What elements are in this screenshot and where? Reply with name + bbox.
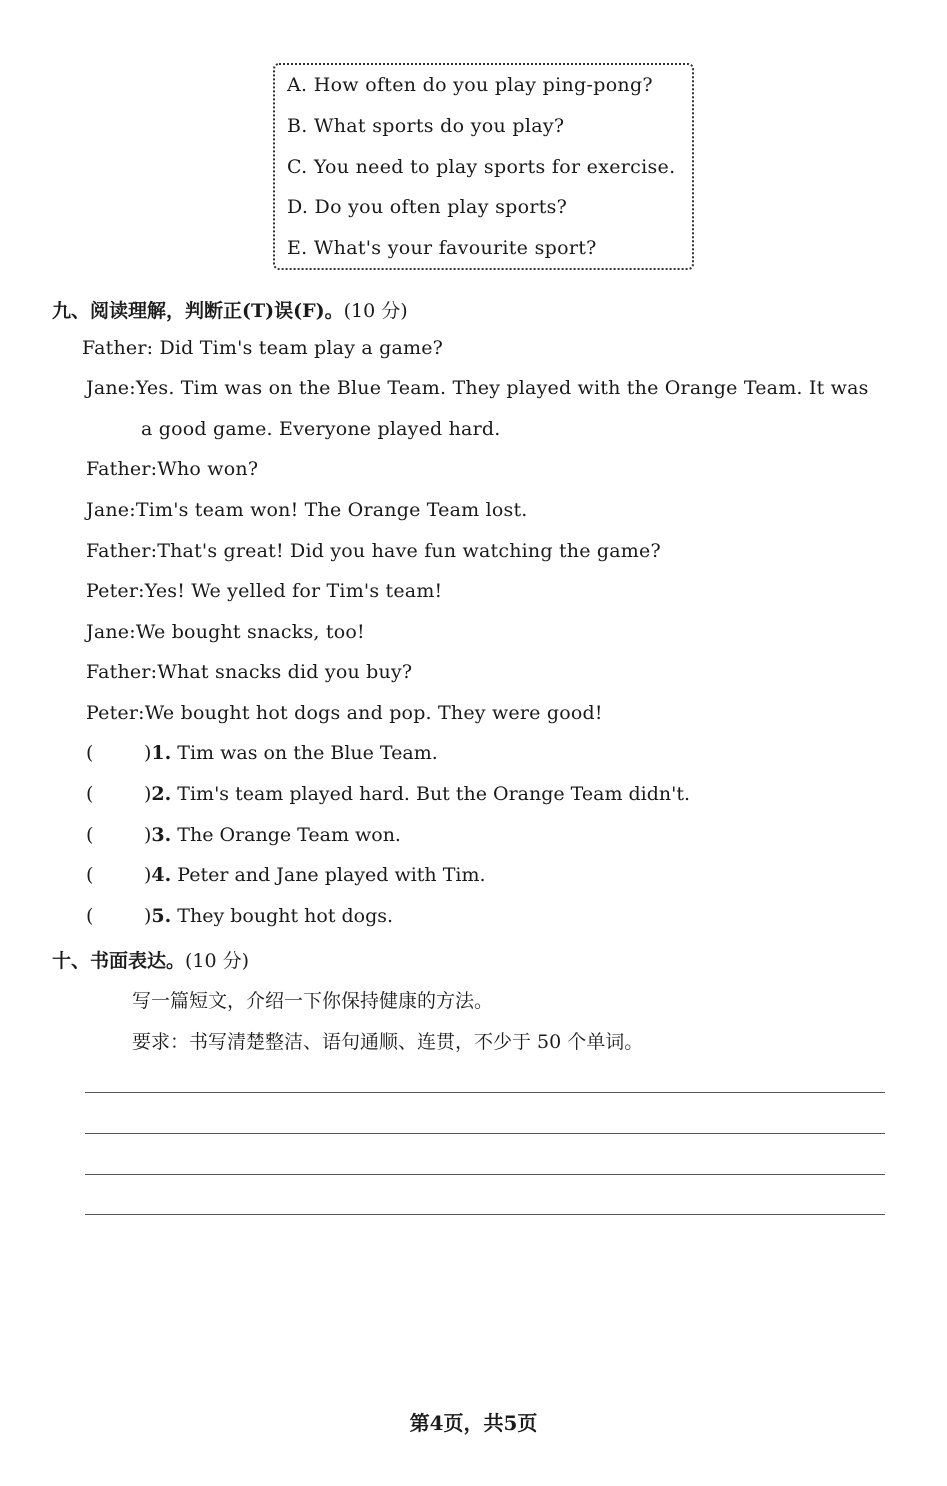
section9-title: 九、阅读理解，判断正(T)误(F)。 — [52, 300, 344, 322]
question-text: They bought hot dogs. — [171, 905, 394, 927]
dialogue-text: Yes! We yelled for Tim's team! — [144, 580, 443, 602]
question-text: Tim's team played hard. But the Orange Team didn't. — [171, 783, 691, 805]
dialogue-line — [86, 661, 412, 683]
dialogue-speaker: Jane: — [86, 621, 136, 643]
option-e: E. What's your favourite sport? — [287, 237, 597, 259]
question-number: 5. — [151, 905, 172, 927]
dialogue-speaker: Peter: — [86, 580, 145, 602]
question-number: 3. — [151, 824, 172, 846]
writing-line[interactable] — [85, 1092, 885, 1093]
answer-blank-close: ) — [144, 742, 152, 764]
dialogue-text: Who won? — [157, 458, 259, 480]
answer-blank-close: ) — [144, 905, 152, 927]
dialogue-line — [86, 580, 442, 602]
option-d: D. Do you often play sports? — [287, 196, 568, 218]
dialogue-line — [82, 337, 443, 359]
section10-heading — [52, 946, 249, 973]
dialogue-speaker: Father: — [86, 540, 158, 562]
section9-score: (10 分) — [343, 300, 408, 322]
option-b: B. What sports do you play? — [287, 115, 565, 137]
dialogue-text: What snacks did you buy? — [157, 661, 413, 683]
page-number: 第4页，共5页 — [409, 1411, 538, 1435]
question-text: Peter and Jane played with Tim. — [171, 864, 486, 886]
writing-line[interactable] — [85, 1133, 885, 1134]
answer-blank-close: ) — [144, 824, 152, 846]
writing-line[interactable] — [85, 1214, 885, 1215]
section10-score: (10 分) — [185, 950, 250, 972]
question-number: 4. — [151, 864, 172, 886]
writing-line[interactable] — [85, 1174, 885, 1175]
dialogue-line — [86, 540, 661, 562]
dialogue-line — [86, 377, 869, 399]
writing-task: 写一篇短文，介绍一下你保持健康的方法。 — [132, 990, 494, 1012]
dialogue-text: We bought hot dogs and pop. They were good! — [144, 702, 603, 724]
writing-requirement: 要求：书写清楚整洁、语句通顺、连贯，不少于 50 个单词。 — [132, 1031, 644, 1053]
dialogue-text: Did Tim's team play a game? — [153, 337, 444, 359]
answer-blank-open[interactable]: ( — [86, 905, 94, 927]
answer-blank-close: ) — [144, 783, 152, 805]
dialogue-speaker: Father: — [86, 458, 158, 480]
dialogue-speaker: Peter: — [86, 702, 145, 724]
option-a: A. How often do you play ping-pong? — [287, 74, 653, 96]
question-text: The Orange Team won. — [171, 824, 401, 846]
dialogue-line — [86, 458, 258, 480]
dialogue-text: Tim's team won! The Orange Team lost. — [135, 499, 528, 521]
section10-title: 十、书面表达。 — [52, 950, 186, 972]
answer-blank-close: ) — [144, 864, 152, 886]
section9-heading — [52, 296, 408, 323]
answer-blank-open[interactable]: ( — [86, 864, 94, 886]
dialogue-text: We bought snacks, too! — [135, 621, 365, 643]
dialogue-speaker: Father: — [82, 337, 154, 359]
answer-blank-open[interactable]: ( — [86, 783, 94, 805]
question-number: 1. — [151, 742, 172, 764]
answer-blank-open[interactable]: ( — [86, 824, 94, 846]
dialogue-line — [86, 499, 528, 521]
dialogue-text: That's great! Did you have fun watching the game? — [157, 540, 661, 562]
dialogue-line — [86, 621, 365, 643]
dialogue-speaker: Father: — [86, 661, 158, 683]
dialogue-speaker: Jane: — [86, 377, 136, 399]
question-3 — [86, 824, 401, 846]
answer-blank-open[interactable]: ( — [86, 742, 94, 764]
dialogue-text: Yes. Tim was on the Blue Team. They played with the Orange Team. It was — [135, 377, 869, 399]
option-c: C. You need to play sports for exercise. — [287, 156, 676, 178]
dialogue-speaker: Jane: — [86, 499, 136, 521]
question-number: 2. — [151, 783, 172, 805]
dialogue-line — [141, 418, 500, 440]
question-4 — [86, 864, 486, 886]
question-2 — [86, 783, 690, 805]
question-5 — [86, 905, 393, 927]
question-text: Tim was on the Blue Team. — [171, 742, 438, 764]
question-1 — [86, 742, 438, 764]
dialogue-text: a good game. Everyone played hard. — [141, 418, 501, 440]
dialogue-line — [86, 702, 603, 724]
